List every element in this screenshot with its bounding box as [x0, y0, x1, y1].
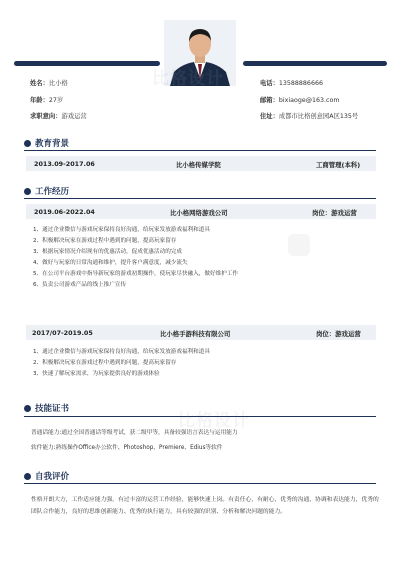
education-title: 教育背景 [35, 139, 70, 149]
job-position: 岗位：游戏运营 [312, 209, 357, 217]
name-label: 姓名： [30, 80, 49, 87]
phone-label: 电话： [260, 80, 279, 87]
email-label: 邮箱： [260, 97, 279, 104]
job-duties [33, 347, 210, 380]
list-item: 3、快速了解玩家需求，为玩家提供良好的游戏体验 [33, 371, 160, 378]
address-row [260, 112, 358, 121]
watermark-text: 比格设计 [178, 411, 250, 431]
work-title: 工作经历 [35, 187, 70, 197]
age-label: 年龄： [30, 97, 49, 104]
evaluation-section-title [24, 470, 69, 482]
education-school: 比小格传媒学院 [176, 161, 221, 169]
job-company: 比小格网络游戏公司 [170, 209, 228, 217]
evaluation-title: 自我评价 [35, 472, 70, 482]
watermark-logo [288, 234, 310, 256]
list-item: 2、积极解决玩家在游戏过程中遇到的问题，提高玩家留存 [33, 360, 177, 367]
profile-photo-image [164, 20, 236, 86]
intent-label: 求职意向： [30, 113, 62, 120]
header-bar-right [243, 61, 387, 66]
section-divider [24, 198, 376, 199]
section-divider [24, 483, 376, 484]
skills-title: 技能证书 [35, 404, 70, 414]
email-row [260, 96, 339, 105]
intent-value: 游戏运营 [61, 113, 87, 120]
list-item: 1、通过企业微信与游戏玩家保持良好沟通，给玩家发放游戏福利和道具 [33, 227, 210, 233]
section-bullet-icon [24, 188, 31, 195]
address-value: 成都市比格创意园A区135号 [278, 113, 359, 120]
address-label: 住址： [260, 113, 279, 120]
job-duties [33, 225, 238, 291]
list-item: 6、负责公司游戏产品的线上推广宣传 [33, 282, 127, 289]
list-item: 3、根据玩家情况介绍现有的优惠活动，促成优惠活动的完成 [33, 249, 182, 256]
phone-row [260, 79, 323, 88]
list-item: 2、积极解决玩家在游戏过程中遇到的问题，提高玩家留存 [33, 238, 177, 245]
education-entry [26, 156, 376, 171]
age-row [30, 96, 63, 105]
name-row [30, 79, 68, 88]
section-divider [24, 150, 376, 151]
header-bar-left [14, 61, 160, 66]
education-section-title [24, 137, 69, 149]
skill-line: 普通话能力:通过全国普通话等级考试，获二级甲等，具备较强语言表达与运用能力 [31, 430, 238, 436]
skill-line: 软件能力:熟练操作Office办公软件、Photoshop、Premiere、Edius等软件 [31, 445, 223, 451]
job-period: 2019.06-2022.04 [34, 208, 95, 216]
job-company: 比小格手游科技有限公司 [160, 330, 231, 338]
phone-value: 13588886666 [278, 80, 323, 87]
age-value: 27岁 [48, 97, 64, 104]
list-item: 4、做好与玩家的日常沟通和维护，提升客户满意度，减少流失 [33, 260, 188, 267]
section-divider [24, 416, 376, 417]
list-item: 5、在公司平台游戏中指导新玩家的游戏初期操作，使玩家尽快融入，做好维护工作 [33, 271, 238, 278]
education-major: 工商管理(本科) [316, 161, 361, 169]
job-entry [26, 325, 376, 340]
section-bullet-icon [24, 140, 31, 147]
job-period: 2017/07-2019.05 [32, 329, 93, 337]
intent-row [30, 112, 87, 121]
section-bullet-icon [24, 405, 31, 412]
work-section-title [24, 185, 69, 197]
job-position: 岗位：游戏运营 [316, 330, 361, 338]
education-period: 2013.09-2017.06 [34, 160, 95, 168]
email-value: bixiaoge@163.com [278, 97, 340, 104]
evaluation-text: 性格开朗大方，工作适应能力强，有过丰富的运营工作经验，能够快速上岗。有责任心，有耐心，优秀的沟通、协调和表达能力，优秀的团队合作能力，良好的思维创新能力、优秀的执行能力，具有较强的识别、分析和解决问题的能力。 [31, 497, 379, 515]
name-value: 比小格 [48, 80, 68, 87]
list-item: 1、通过企业微信与游戏玩家保持良好沟通，给玩家发放游戏福利和道具 [33, 349, 210, 355]
job-entry [26, 204, 376, 219]
section-bullet-icon [24, 473, 31, 480]
skills-section-title [24, 402, 69, 414]
profile-photo [164, 20, 236, 86]
